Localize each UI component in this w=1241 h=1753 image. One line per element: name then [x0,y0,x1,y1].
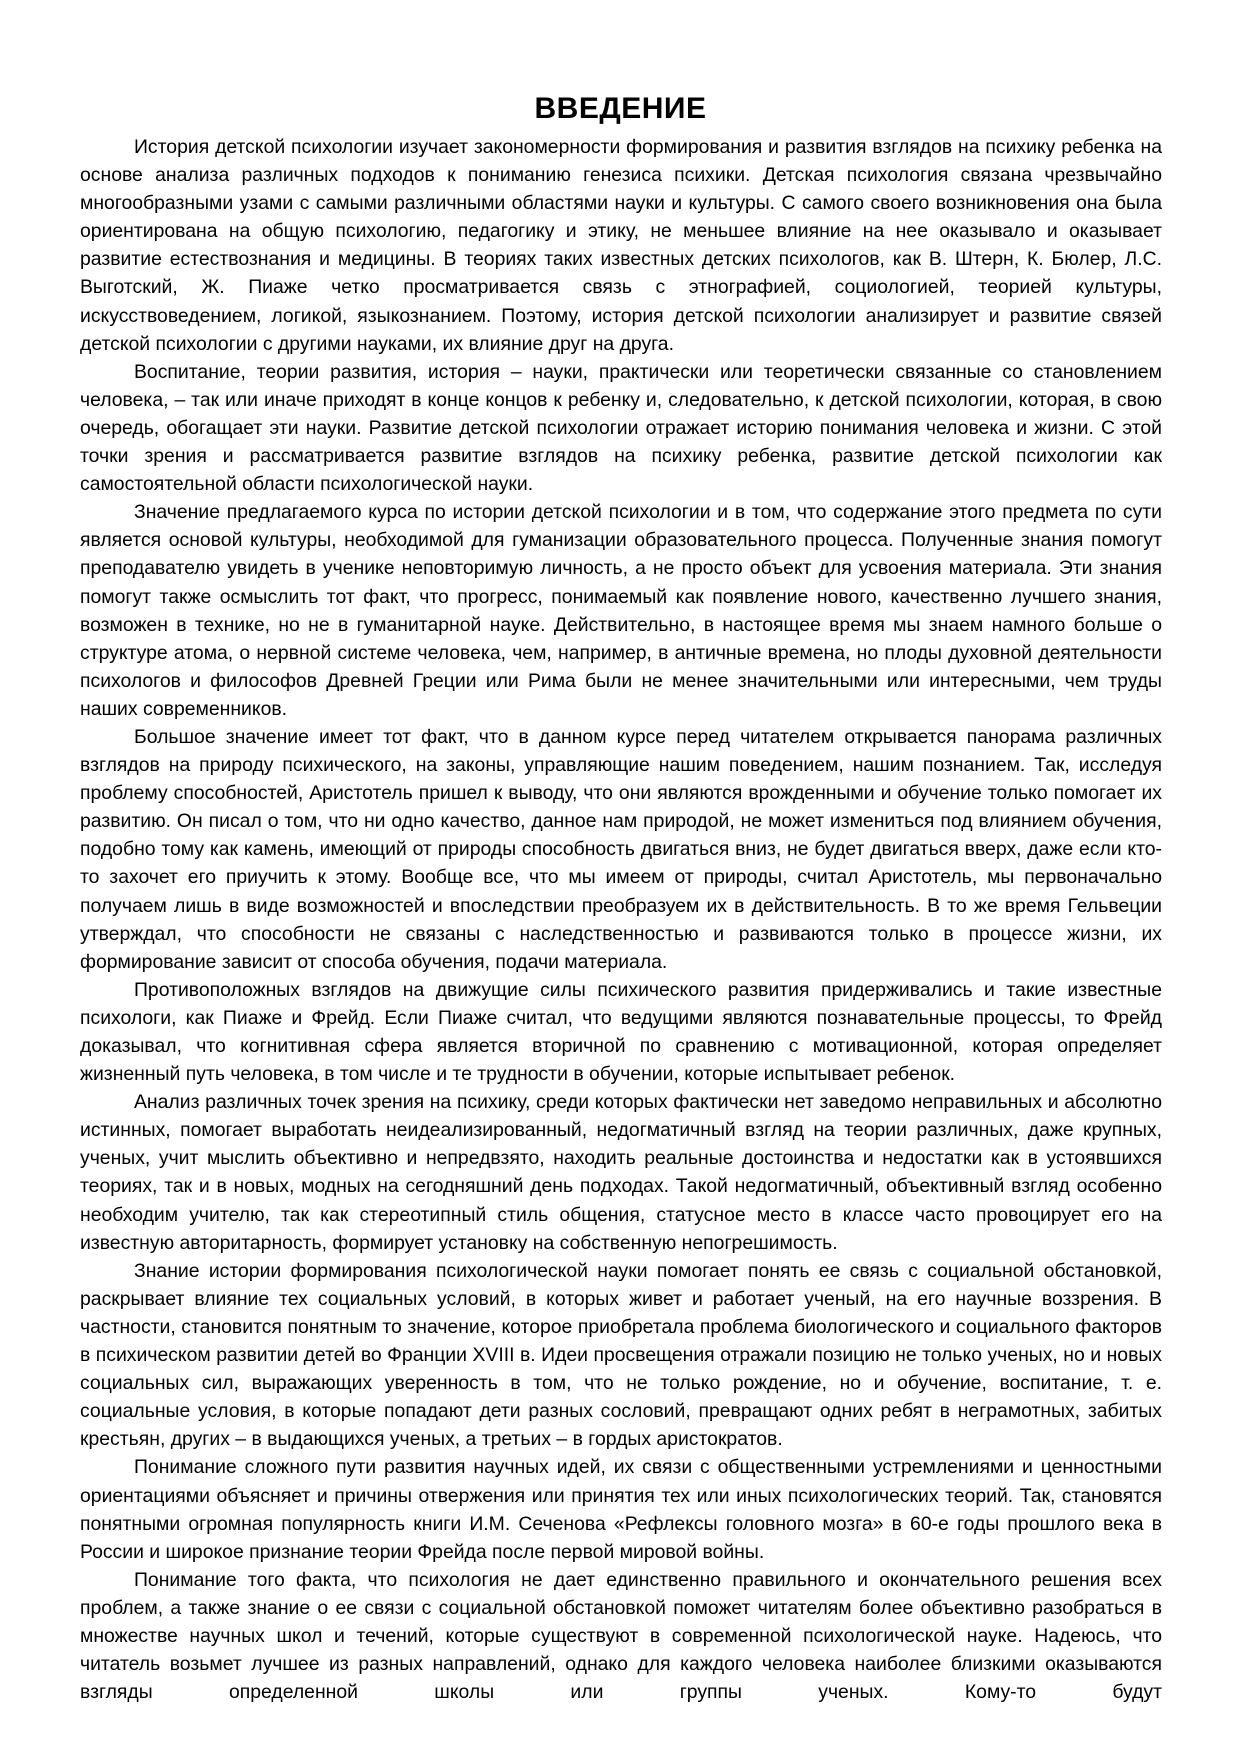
paragraph: Воспитание, теории развития, история – науки, практически или теоретически связанные со становлением человека, – так или иначе приходят в конце концов к ребенку и, следовательно, к детской психологии, которая, в свою очередь, обогащает эти науки. Развитие детской психологии отражает историю понимания человека и жизни. С этой точки зрения и рассматривается развитие взглядов на психику ребенка, развитие детской психологии как самостоятельной области психологической науки. [80,360,1162,496]
paragraph: Противоположных взглядов на движущие силы психического развития придерживались и такие известные психологи, как Пиаже и Фрейд. Если Пиаже считал, что ведущими являются познавательные процессы, то Фрейд доказывал, что когнитивная сфера является вторичной по сравнению с мотивационной, которая определяет жизненный путь человека, в том числе и те трудности в обучении, которые испытывает ребенок. [80,978,1162,1086]
paragraph: Понимание того факта, что психология не дает единственно правильного и окончательного решения всех проблем, а также знание о ее связи с социальной обстановкой поможет читателям более объективно разобраться в множестве научных школ и течений, которые существуют в современной психологической науке. Надеюсь, что читатель возьмет лучшее из разных направлений, однако для каждого человека наиболее близкими оказываются взгляды определенной школы или группы ученых. Кому-то будут [80,1568,1162,1704]
paragraph: История детской психологии изучает закономерности формирования и развития взглядов на психику ребенка на основе анализа различных подходов к пониманию генезиса психики. Детская психология связана чрезвычайно многообразными узами с самыми различными областями науки и культуры. С самого своего возникновения она была ориентирована на общую психологию, педагогику и этику, не меньшее влияние на нее оказывало и оказывает развитие естествознания и медицины. В теориях таких известных детских психологов, как В. Штерн, К. Бюлер, Л.С. Выготский, Ж. Пиаже четко просматривается связь с этнографией, социологией, теорией культуры, искусствоведением, логикой, языкознанием. Поэтому, история детской психологии анализирует и развитие связей детской психологии с другими науками, их влияние друг на друга. [80,136,1162,355]
paragraph: Знание истории формирования психологической науки помогает понять ее связь с социальной обстановкой, раскрывает влияние тех социальных условий, в которых живет и работает ученый, на его научные воззрения. В частности, становится понятным то значение, которое приобретала проблема биологического и социального факторов в психическом развитии детей во Франции XVIII в. Идеи просвещения отражали позицию не только ученых, но и новых социальных сил, выражающих уверенность в том, что не только рождение, но и обучение, воспитание, т. е. социальные условия, в которые попадают дети разных сословий, превращают одних ребят в неграмотных, забитых крестьян, других – в выдающихся ученых, а третьих – в гордых аристократов. [80,1259,1162,1451]
document-body [80,133,1162,1706]
paragraph: Понимание сложного пути развития научных идей, их связи с общественными устремлениями и ценностными ориентациями объясняет и причины отвержения или принятия тех или иных психологических теорий. Так, становятся понятными огромная популярность книги И.М. Сеченова «Рефлексы головного мозга» в 60-е годы прошлого века в России и широкое признание теории Фрейда после первой мировой войны. [80,1456,1162,1563]
paragraph: Значение предлагаемого курса по истории детской психологии и в том, что содержание этого предмета по сути является основой культуры, необходимой для гуманизации образовательного процесса. Полученные знания помогут преподавателю увидеть в ученике неповторимую личность, а не просто объект для усвоения материала. Эти знания помогут также осмыслить тот факт, что прогресс, понимаемый как появление нового, качественно лучшего знания, возможен в технике, но не в гуманитарной науке. Действительно, в настоящее время мы знаем намного больше о структуре атома, о нервной системе человека, чем, например, в античные времена, но плоды духовной деятельности психологов и философов Древней Греции или Рима были не менее значительными или интересными, чем труды наших современников. [80,501,1162,720]
paragraph: Анализ различных точек зрения на психику, среди которых фактически нет заведомо неправильных и абсолютно истинных, помогает выработать неидеализированный, недогматичный взгляд на теории различных, даже крупных, ученых, учит мыслить объективно и непредвзято, находить реальные достоинства и недостатки как в устоявшихся теориях, так и в новых, модных на сегодняшний день подходах. Такой недогматичный, объективный взгляд особенно необходим учителю, так как стереотипный стиль общения, статусное место в классе часто провоцирует его на известную авторитарность, формирует установку на собственную непогрешимость. [80,1091,1162,1254]
paragraph: Большое значение имеет тот факт, что в данном курсе перед читателем открывается панорама различных взглядов на природу психического, на законы, управляющие нашим поведением, нашим познанием. Так, исследуя проблему способностей, Аристотель пришел к выводу, что они являются врожденными и обучение только помогает их развитию. Он писал о том, что ни одно качество, данное нам природой, не может измениться под влиянием обучения, подобно тому как камень, имеющий от природы способность двигаться вниз, не будет двигаться вверх, даже если кто-то захочет его приучить к этому. Вообще все, что мы имеем от природы, считал Аристотель, мы первоначально получаем лишь в виде возможностей и впоследствии преобразуем их в действительность. В то же время Гельвеции утверждал, что способности не связаны с наследственностью и развиваются только в процессе жизни, их формирование зависит от способа обучения, подачи материала. [80,725,1162,973]
page-title: ВВЕДЕНИЕ [534,92,707,126]
